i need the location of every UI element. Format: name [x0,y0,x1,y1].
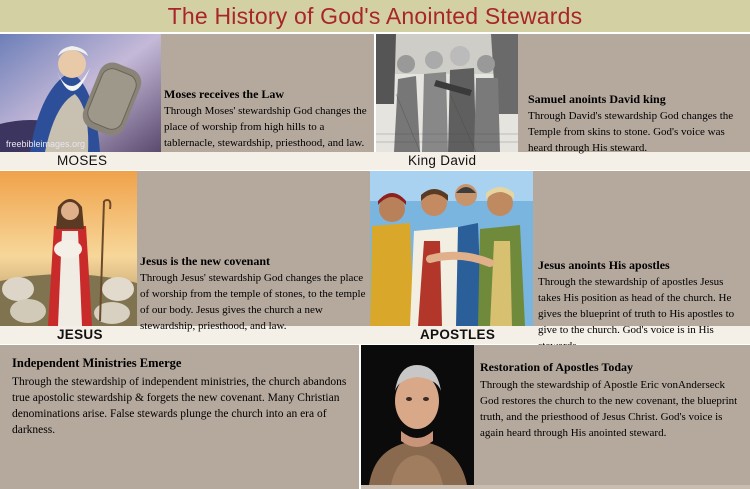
page-title: The History of God's Anointed Stewards [167,3,583,29]
independent-text-block [12,356,352,438]
independent-title: Independent Ministries Emerge [12,356,182,370]
restoration-text-block [480,360,746,441]
jesus-body: Through Jesus' stewardship God changes the place of worship from the temple of stones, to the temple of our body. Jesus gives the church a new stewardship, priesthood, and law. [140,272,366,332]
apostles-title: Jesus anoints His apostles [538,258,670,272]
king-david-caption: King David [408,153,477,168]
moses-body: Through Moses' stewardship God changes the place of worship from high hills to a tablernacle, stewardship, priesthood, and law. [164,105,367,149]
page-header [0,0,750,32]
moses-image [0,34,161,152]
independent-body: Through the stewardship of independent ministries, the church abandons true apostolic stewardship & forgets the new covenant. Many Christian denominations arise. False stewards plunge the church into an era of darkness. [12,376,347,436]
jesus-text-block [140,254,372,334]
moses-text-block [164,87,372,151]
jesus-image [0,171,137,326]
david-text-block [528,92,740,156]
king-david-image [376,34,518,152]
apostles-image [370,171,533,326]
apostles-caption: APOSTLES [420,327,496,342]
david-title: Samuel anoints David king [528,92,666,106]
apostles-text-block [538,258,748,354]
bottom-edge-strip [361,485,750,489]
restoration-body: Through the stewardship of Apostle Eric vonAnderseck God restores the church to the new covenant, the blueprint truth, and the priesthood of Jesus Christ. God's voice is again heard through His anointed steward. [480,379,738,439]
apostle-portrait-image [361,345,474,485]
jesus-caption: JESUS [57,327,103,342]
jesus-title: Jesus is the new covenant [140,254,271,268]
apostles-body: Through the stewardship of apostles Jesus takes His position as head of the church. He gives the blueprint of truth to His apostles to give to the church. God's voice is in His [538,276,735,336]
moses-caption: MOSES [57,153,108,168]
restoration-title: Restoration of Apostles Today [480,360,634,374]
moses-watermark: freebibleimages.org [6,139,86,149]
david-body: Through David's stewardship God changes the Temple from skins to stone. God's voice was heard through His steward. [528,110,734,154]
moses-title: Moses receives the Law [164,87,285,101]
